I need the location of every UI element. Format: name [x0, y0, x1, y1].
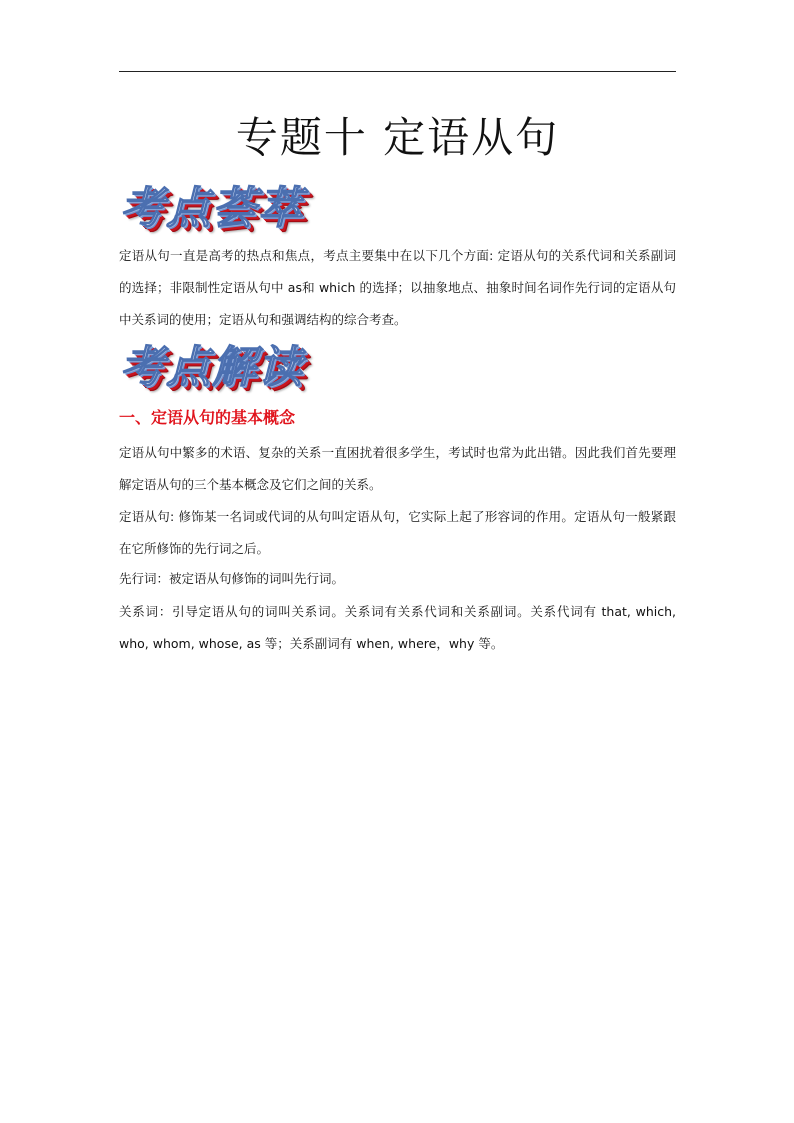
paragraph-terms: 定语从句中繁多的术语、复杂的关系一直困扰着很多学生，考试时也常为此出错。因此我们首先要理解定语从句的三个基本概念及它们之间的关系。 [119, 445, 676, 492]
paragraph-definition: 定语从句: 修饰某一名词或代词的从句叫定语从句，它实际上起了形容词的作用。定语从句一般紧跟在它所修饰的先行词之后。 [119, 509, 676, 556]
banner-overview: 考点荟萃 [120, 183, 304, 234]
banner-interpretation: 考点解读 [120, 342, 304, 393]
intro-paragraph: 定语从句一直是高考的热点和焦点，考点主要集中在以下几个方面: 定语从句的关系代词和关系副词的选择；非限制性定语从句中 as和 which 的选择；以抽象地点、抽象时间名词作先行词的定语从句中关系词的使用；定语从句和强调结构的综合考查。 [119, 248, 676, 327]
header-rule [119, 71, 676, 72]
paragraph-relative-words: 关系词：引导定语从句的词叫关系词。关系词有关系代词和关系副词。关系代词有 that, which, who, whom, whose, as 等；关系副词有 when, where，why 等。 [119, 604, 676, 651]
document-title: 专题十 定语从句 [235, 113, 560, 162]
paragraph-antecedent: 先行词：被定语从句修饰的词叫先行词。 [119, 571, 345, 586]
section-heading: 一、定语从句的基本概念 [119, 408, 296, 427]
